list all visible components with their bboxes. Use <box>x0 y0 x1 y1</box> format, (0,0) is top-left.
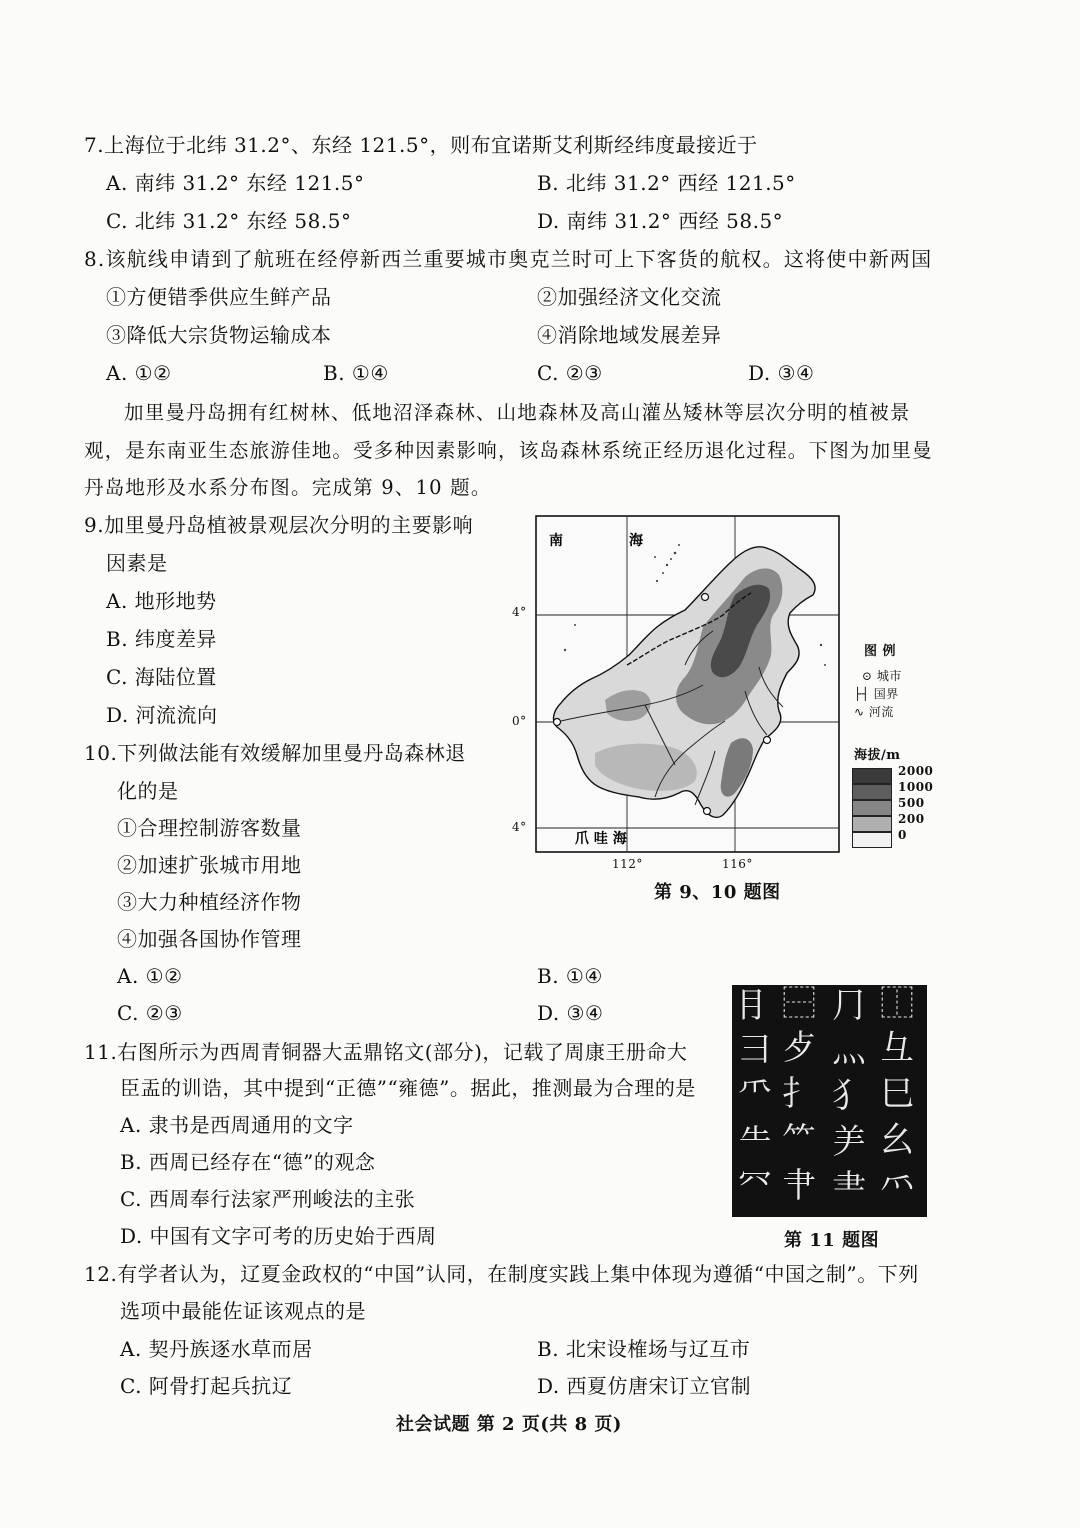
bronze-inscription-rubbing: ⺝ ⿱ ⺆ ⿰ ⺕ ⺞ ⺣ ⺔ ⺥ ⺘ ⺨ ⺒ ⺧ ⺮ ⺶ ⺓ ⺳ ⺺ ⺻ ⺤ <box>732 985 927 1217</box>
legend-border-label: 国界 <box>873 687 899 701</box>
q8-statement-3: ③降低大宗货物运输成本 <box>106 323 332 347</box>
q7-option-a: A. 南纬 31.2° 东经 121.5° <box>106 171 365 195</box>
sea-label-north: 南 <box>549 533 563 549</box>
q12-option-a: A. 契丹族逐水草而居 <box>120 1337 313 1361</box>
elevation-swatch-200 <box>852 816 892 832</box>
sea-label-south: 爪 哇 海 <box>575 831 627 847</box>
q8-statement-4: ④消除地域发展差异 <box>537 323 722 347</box>
q8-option-c: C. ②③ <box>537 361 603 385</box>
legend-river-row <box>854 704 894 720</box>
legend-title: 图 例 <box>864 644 897 659</box>
q11-stem-line2: 臣盂的训诰，其中提到“正德”“雍德”。据此，推测最为合理的是 <box>120 1076 696 1100</box>
elevation-label-0: 0 <box>898 828 907 842</box>
q7-option-b: B. 北纬 31.2° 西经 121.5° <box>537 171 796 195</box>
elevation-swatch-500 <box>852 800 892 816</box>
intro-paragraph-9-10: 加里曼丹岛拥有红树林、低地沼泽森林、山地森林及高山灌丛矮林等层次分明的植被景观，是东南亚生态旅游佳地。受多种因素影响，该岛森林系统正经历退化过程。下图为加里曼丹岛地形及水系分布图。完成第 9、10 题。 <box>84 401 933 499</box>
q9-option-d: D. 河流流向 <box>106 703 218 727</box>
q10-statement-3: ③大力种植经济作物 <box>117 890 302 914</box>
sea-label-north-2: 海 <box>629 533 643 549</box>
elevation-swatch-0 <box>852 832 892 848</box>
elevation-swatch-2000 <box>852 768 892 784</box>
q10-statement-2: ②加速扩张城市用地 <box>117 853 302 877</box>
q7-option-c: C. 北纬 31.2° 东经 58.5° <box>106 209 352 233</box>
lon-label-left: 112° <box>612 857 643 871</box>
q11-option-a: A. 隶书是西周通用的文字 <box>120 1113 354 1137</box>
lat-label-bottom: 4° <box>512 820 527 834</box>
elevation-label-2000: 2000 <box>898 764 934 778</box>
legend-river-label: 河流 <box>868 705 894 719</box>
q10-statement-4: ④加强各国协作管理 <box>117 927 302 951</box>
borneo-terrain-map <box>535 515 840 853</box>
elevation-label-500: 500 <box>898 796 925 810</box>
q8-statement-1: ①方便错季供应生鲜产品 <box>106 285 332 309</box>
q8-option-a: A. ①② <box>106 361 172 385</box>
inscription-caption: 第 11 题图 <box>784 1230 880 1251</box>
elevation-swatch-1000 <box>852 784 892 800</box>
q11-stem-line1: 11.右图所示为西周青铜器大盂鼎铭文(部分)，记载了周康王册命大 <box>84 1040 688 1064</box>
q9-option-a: A. 地形地势 <box>106 589 217 613</box>
border-symbol-icon: ├┤ <box>854 687 870 701</box>
q9-option-c: C. 海陆位置 <box>106 665 217 689</box>
q10-statement-1: ①合理控制游客数量 <box>117 816 302 840</box>
q12-option-b: B. 北宋设榷场与辽互市 <box>537 1337 751 1361</box>
elevation-label-1000: 1000 <box>898 780 934 794</box>
q10-stem-line1: 10.下列做法能有效缓解加里曼丹岛森林退 <box>84 741 466 765</box>
legend-border-row <box>854 686 899 702</box>
elevation-label-200: 200 <box>898 812 925 826</box>
map-caption: 第 9、10 题图 <box>654 882 781 903</box>
q12-option-d: D. 西夏仿唐宋订立官制 <box>537 1374 752 1398</box>
legend-city-row <box>862 668 902 684</box>
q11-option-c: C. 西周奉行法家严刑峻法的主张 <box>120 1187 416 1211</box>
q10-option-a: A. ①② <box>117 964 183 988</box>
q12-option-c: C. 阿骨打起兵抗辽 <box>120 1374 293 1398</box>
q12-stem-line2: 选项中最能佐证该观点的是 <box>120 1299 366 1323</box>
q9-stem-line2: 因素是 <box>106 551 168 575</box>
river-symbol-icon: ∿ <box>854 705 865 719</box>
page-footer: 社会试题 第 2 页(共 8 页) <box>396 1414 622 1435</box>
q10-option-d: D. ③④ <box>537 1001 604 1025</box>
q12-stem-line1: 12.有学者认为，辽夏金政权的“中国”认同，在制度实践上集中体现为遵循“中国之制”。下列 <box>84 1262 919 1286</box>
q8-stem: 8.该航线申请到了航班在经停新西兰重要城市奥克兰时可上下客货的航权。这将使中新两国 <box>84 247 933 271</box>
q10-option-c: C. ②③ <box>117 1001 183 1025</box>
q11-option-b: B. 西周已经存在“德”的观念 <box>120 1150 376 1174</box>
q11-option-d: D. 中国有文字可考的历史始于西周 <box>120 1224 437 1248</box>
legend-city-label: 城市 <box>876 669 902 683</box>
q10-option-b: B. ①④ <box>537 964 603 988</box>
q7-stem: 7.上海位于北纬 31.2°、东经 121.5°，则布宜诺斯艾利斯经纬度最接近于 <box>84 133 758 157</box>
q8-option-d: D. ③④ <box>748 361 815 385</box>
q9-stem-line1: 9.加里曼丹岛植被景观层次分明的主要影响 <box>84 513 474 537</box>
elevation-title: 海拔/m <box>854 748 901 763</box>
map-legend <box>848 640 938 860</box>
q10-stem-line2: 化的是 <box>117 779 179 803</box>
lat-label-top: 4° <box>512 605 527 619</box>
q8-statement-2: ②加强经济文化交流 <box>537 285 722 309</box>
q7-option-d: D. 南纬 31.2° 西经 58.5° <box>537 209 784 233</box>
q8-option-b: B. ①④ <box>323 361 389 385</box>
q9-option-b: B. 纬度差异 <box>106 627 217 651</box>
lat-label-mid: 0° <box>512 714 527 728</box>
city-symbol-icon: ⊙ <box>862 669 873 683</box>
lon-label-right: 116° <box>722 857 753 871</box>
